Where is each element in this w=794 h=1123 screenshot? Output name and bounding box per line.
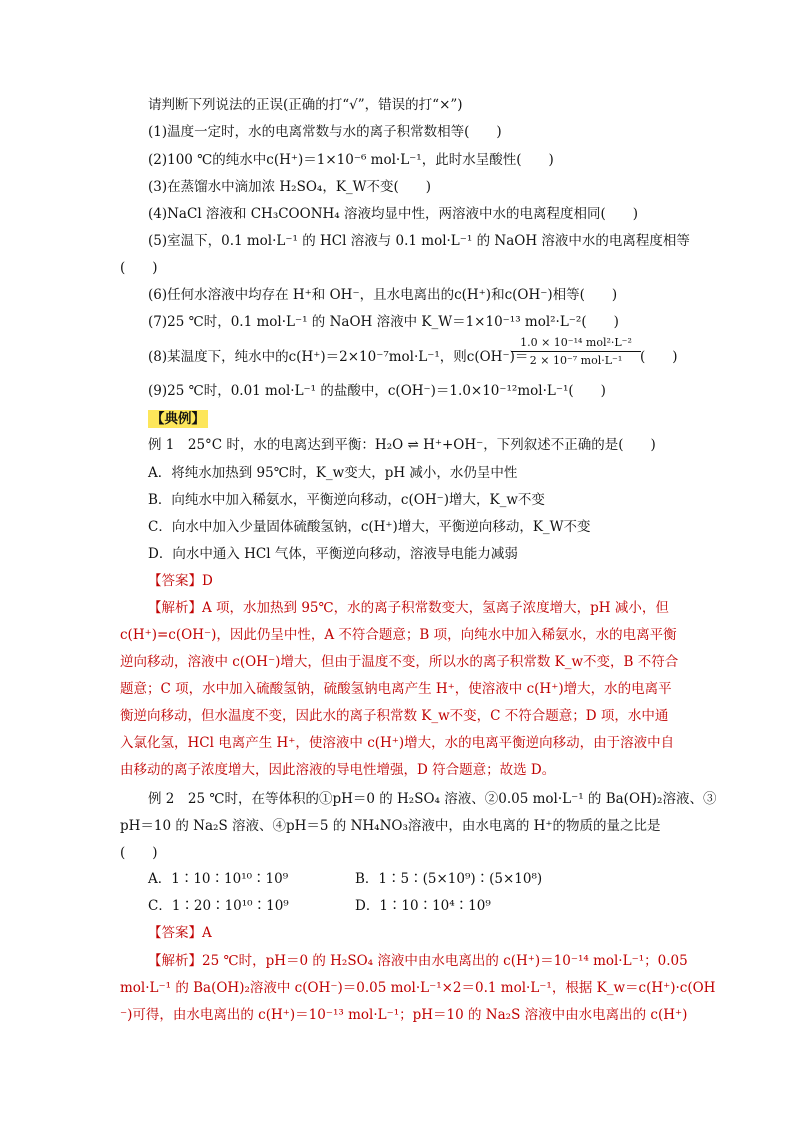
statement-3: (3)在蒸馏水中滴加浓 H₂SO₄，K_W不变( ): [148, 179, 432, 195]
example1-analysis-line-2: c(H⁺)=c(OH⁻)，因此仍呈中性，A 不符合题意；B 项，向纯水中加入稀氨水，水的电离平衡: [120, 627, 677, 643]
example1-analysis-label: 【解析】: [148, 600, 202, 616]
statement-7: (7)25 ℃时，0.1 mol·L⁻¹ 的 NaOH 溶液中 K_W＝1×10⁻¹³ mol²·L⁻²( ): [148, 314, 619, 330]
example2-analysis-text-1: 25 ℃时，pH＝0 的 H₂SO₄ 溶液中由水电离出的 c(H⁺)＝10⁻¹⁴ mol·L⁻¹；0.05: [202, 953, 688, 969]
example2-analysis-label: 【解析】: [148, 953, 202, 969]
fraction-formula: [511, 336, 641, 367]
example1-analysis-line-3: 逆向移动，溶液中 c(OH⁻)增大，但由于温度不变，所以水的离子积常数 K_w不变，B 不符合: [120, 654, 679, 670]
intro-text: 请判断下列说法的正误(正确的打“√”，错误的打“×”): [148, 97, 463, 113]
example2-analysis-line-2: mol·L⁻¹ 的 Ba(OH)₂溶液中 c(OH⁻)＝0.05 mol·L⁻¹×2＝0.1 mol·L⁻¹，根据 K_w＝c(H⁺)·c(OH: [120, 980, 716, 996]
example2-question-line-1: 例 2 25 ℃时，在等体积的①pH＝0 的 H₂SO₄ 溶液、②0.05 mol·L⁻¹ 的 Ba(OH)₂溶液、③: [148, 791, 717, 807]
example1-analysis-text-1: A 项，水加热到 95℃，水的离子积常数变大，氢离子浓度增大，pH 减小，但: [202, 600, 669, 616]
example2-option-b: B．1∶5∶(5×10⁹)∶(5×10⁸): [355, 871, 543, 887]
example1-answer-value: D: [202, 573, 213, 589]
example2-analysis-line-1: [148, 953, 794, 969]
statement-6: (6)任何水溶液中均存在 H⁺和 OH⁻，且水电离出的c(H⁺)和c(OH⁻)相等( ): [148, 287, 618, 303]
statement-8: (8)某温度下，纯水中的c(H⁺)＝2×10⁻⁷mol·L⁻¹，则c(OH⁻)＝: [148, 349, 529, 365]
statement-2: (2)100 ℃的纯水中c(H⁺)＝1×10⁻⁶ mol·L⁻¹，此时水呈酸性( ): [148, 152, 554, 168]
example2-question-line-2: pH＝10 的 Na₂S 溶液、④pH＝5 的 NH₄NO₃溶液中，由水电离的 H⁺的物质的量之比是: [120, 818, 661, 834]
example1-option-b: B．向纯水中加入稀氨水，平衡逆向移动，c(OH⁻)增大，K_w不变: [148, 492, 545, 508]
example2-question-line-3: ( ): [120, 845, 158, 861]
example1-option-a: A．将纯水加热到 95℃时，K_w变大，pH 减小，水仍呈中性: [148, 465, 518, 481]
fraction-bar: [511, 351, 641, 352]
example2-option-d: D．1∶10∶10⁴∶10⁹: [355, 898, 491, 914]
example1-analysis-line-6: 入氯化氢，HCl 电离产生 H⁺，使溶液中 c(H⁺)增大，水的电离平衡逆向移动，由于溶液中自: [120, 735, 675, 751]
statement-5-bracket: ( ): [120, 260, 158, 276]
statement-9: (9)25 ℃时，0.01 mol·L⁻¹ 的盐酸中，c(OH⁻)＝1.0×10⁻¹²mol·L⁻¹( ): [148, 383, 606, 399]
example1-option-c: C．向水中加入少量固体硫酸氢钠，c(H⁺)增大，平衡逆向移动，K_W不变: [148, 519, 591, 535]
example1-analysis-line-7: 由移动的离子浓度增大，因此溶液的导电性增强，D 符合题意；故选 D。: [120, 762, 556, 778]
fraction-denominator: 2 × 10⁻⁷ mol·L⁻¹: [529, 354, 623, 367]
example2-option-a: A．1∶10∶10¹⁰∶10⁹: [148, 871, 289, 887]
example2-answer-label: 【答案】: [148, 925, 202, 941]
example1-analysis-line-5: 衡逆向移动，但水温度不变，因此水的离子积常数 K_w不变，C 不符合题意；D 项，水中通: [120, 708, 669, 724]
statement-5: (5)室温下，0.1 mol·L⁻¹ 的 HCl 溶液与 0.1 mol·L⁻¹ 的 NaOH 溶液中水的电离程度相等: [148, 233, 690, 249]
example2-option-c: C．1∶20∶10¹⁰∶10⁹: [148, 898, 289, 914]
example1-answer: [148, 573, 794, 589]
example2-answer-value: A: [202, 925, 212, 941]
fraction-numerator: 1.0 × 10⁻¹⁴ mol²·L⁻²: [520, 336, 632, 349]
example1-analysis-line-4: 题意；C 项，水中加入硫酸氢钠，硫酸氢钠电离产生 H⁺，使溶液中 c(H⁺)增大，水的电离平: [120, 681, 672, 697]
statement-1: (1)温度一定时，水的电离常数与水的离子积常数相等( ): [148, 124, 502, 140]
example1-question: 例 1 25°C 时，水的电离达到平衡：H₂O ⇌ H⁺+OH⁻，下列叙述不正确的是( ): [148, 437, 656, 453]
statement-4: (4)NaCl 溶液和 CH₃COONH₄ 溶液均显中性，两溶液中水的电离程度相同( ): [148, 206, 639, 222]
statement-8-bracket: ( ): [640, 349, 678, 365]
example2-answer: [148, 925, 794, 941]
example1-analysis-line-1: [148, 600, 794, 616]
typical-example-badge: 【典例】: [148, 410, 208, 428]
example1-answer-label: 【答案】: [148, 573, 202, 589]
example2-analysis-line-3: ⁻)可得，由水电离出的 c(H⁺)＝10⁻¹³ mol·L⁻¹；pH＝10 的 Na₂S 溶液中由水电离出的 c(H⁺): [120, 1007, 688, 1023]
example1-option-d: D．向水中通入 HCl 气体，平衡逆向移动，溶液导电能力减弱: [148, 546, 518, 562]
